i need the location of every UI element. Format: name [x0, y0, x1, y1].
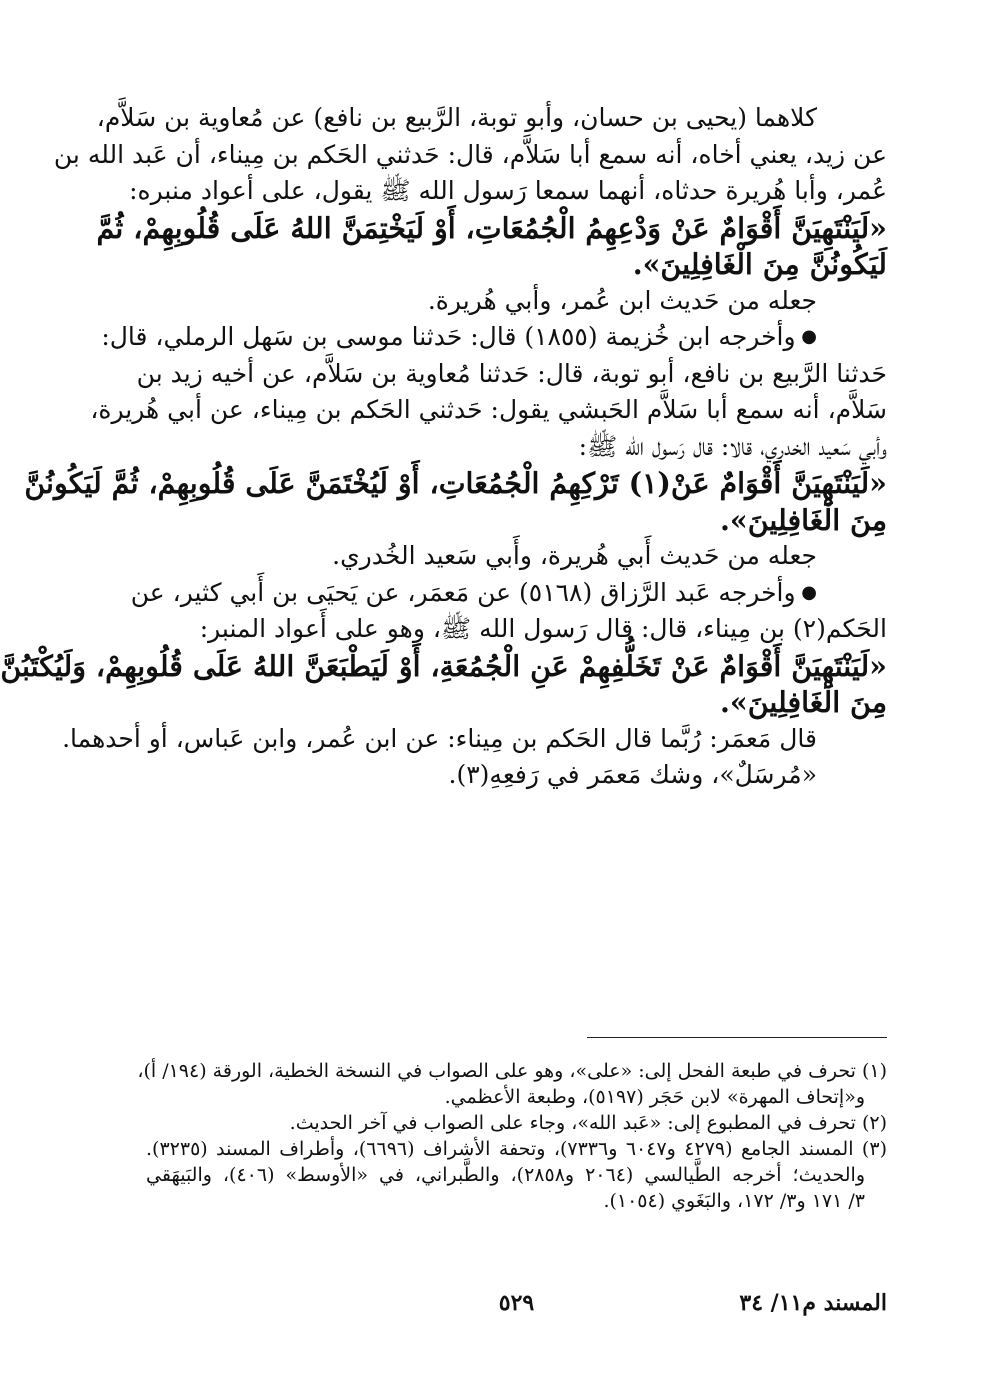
page-number: ٥٢٩ [498, 1290, 535, 1316]
footnote-line: ٣/ ١٧١ و٣/ ١٧٢، والبَغَوي (١٠٥٤). [603, 1190, 865, 1212]
text-line: «مُرسَلٌ»، وشك مَعمَر في رَفعِهِ(٣). [448, 760, 817, 789]
footnotes [137, 1058, 887, 1214]
main-text [0, 100, 887, 794]
hadith-line: لَيَكُونُنَّ مِنَ الْغَافِلِينَ». [632, 247, 887, 281]
footnote-divider [587, 1037, 887, 1038]
footnote-line: (١) تحرف في طبعة الفحل إلى: «على»، وهو على الصواب في النسخة الخطية، الورقة (١٩٤/ أ)، [137, 1060, 887, 1082]
page-footer [146, 1290, 887, 1330]
footnote-line: (٢) تحرف في المطبوع إلى: «عَبد الله»، وجاء على الصواب في آخر الحديث. [289, 1112, 887, 1134]
text-line: الحَكم(٢) بن مِيناء، قال: قال رَسول الله ﷺ، وهو على أَعواد المنبر: [199, 614, 887, 643]
text-line: قال مَعمَر: رُبَّما قال الحَكم بن مِيناء: عن ابن عُمر، وابن عَباس، أو أحدهما. [62, 723, 817, 753]
hadith-line: مِنَ الْغَافِلِينَ». [719, 502, 887, 537]
text-line: جعله من حَديث أَبي هُريرة، وأَبي سَعيد الخُدري. [332, 541, 817, 570]
footnote-line: (٣) المسند الجامع (٤٢٧٩ و٦٠٤٧ و٧٣٣٦)، وتحفة الأشراف (٦٦٩٦)، وأطراف المسند (٣٢٣٥). [146, 1138, 887, 1160]
text-line: سَلاَّم، أنه سمع أبا سَلاَّم الحَبشي يقول: حَدثني الحَكم بن مِيناء، عن أبي هُريرة، [90, 395, 887, 424]
hadith-line: مِنَ الْغَافِلِينَ». [719, 685, 887, 719]
footnote-line: و«إتحاف المهرة» لابن حَجَر (٥١٩٧)، وطبعة الأعظمي. [444, 1086, 865, 1108]
hadith-line: «لَيَنْتَهِيَنَّ أَقْوَامٌ عَنْ تَخَلُّفِهِمْ عَنِ الْجُمُعَةِ، أَوْ لَيَطْبَعَنَّ اللهُ عَلَى قُلُوبِهِمْ، وَلَيُكْتَبُنَّ [0, 648, 887, 683]
volume-label: المسند م١١/ ٣٤ [739, 1290, 887, 1316]
text-line: جعله من حَديث ابن عُمر، وأبي هُريرة. [427, 285, 817, 315]
text-line: حَدثنا الرَّبيع بن نافع، أبو توبة، قال: حَدثنا مُعاوية بن سَلاَّم، عن أخيه زيد بن [136, 358, 887, 388]
hadith-line: «لَيَنْتَهِيَنَّ أَقْوَامٌ عَنْ وَدْعِهِمُ الْجُمُعَاتِ، أَوْ لَيَخْتِمَنَّ اللهُ عَلَى قُلُوبِهِمْ، ثُمَّ [96, 210, 887, 245]
text-line: عن زيد، يعني أخاه، أنه سمع أبا سَلاَّم، قال: حَدثني الحَكم بن مِيناء، أن عَبد الله بن [53, 139, 887, 169]
text-line: ● وأخرجه عَبد الرَّزاق (٥١٦٨) عن مَعمَر، عن يَحيَى بن أَبي كثير، عن [146, 575, 887, 612]
footnote-line: والحديث؛ أخرجه الطَّيالسي (٢٠٦٤ و٢٨٥٨)، والطَّبراني، في «الأوسط» (٤٠٦)، والبَيهَقي [146, 1164, 866, 1186]
text-line: ● وأخرجه ابن خُزيمة (١٨٥٥) قال: حَدثنا موسى بن سَهل الرملي، قال: [146, 319, 887, 356]
hadith-line: «لَيَنْتَهِيَنَّ أَقْوَامٌ عَنْ(١) تَرْكِهِمُ الْجُمُعَاتِ، أَوْ لَيُخْتَمَنَّ عَلَى قُلُوبِهِمْ، ثُمَّ لَيَكُونُنَّ [24, 466, 887, 500]
text-line: كلاهما (يحيى بن حسان، وأبو توبة، الرَّبيع بن نافع) عن مُعاوية بن سَلاَّم، [96, 103, 817, 132]
text-line: عُمر، وأبا هُريرة حدثاه، أنهما سمعا رَسول الله ﷺ يقول، على أعواد منبره: [129, 176, 887, 205]
text-line: وأبي سَعيد الخدري، قالا: قال رَسول الله ﷺ: [578, 431, 887, 461]
